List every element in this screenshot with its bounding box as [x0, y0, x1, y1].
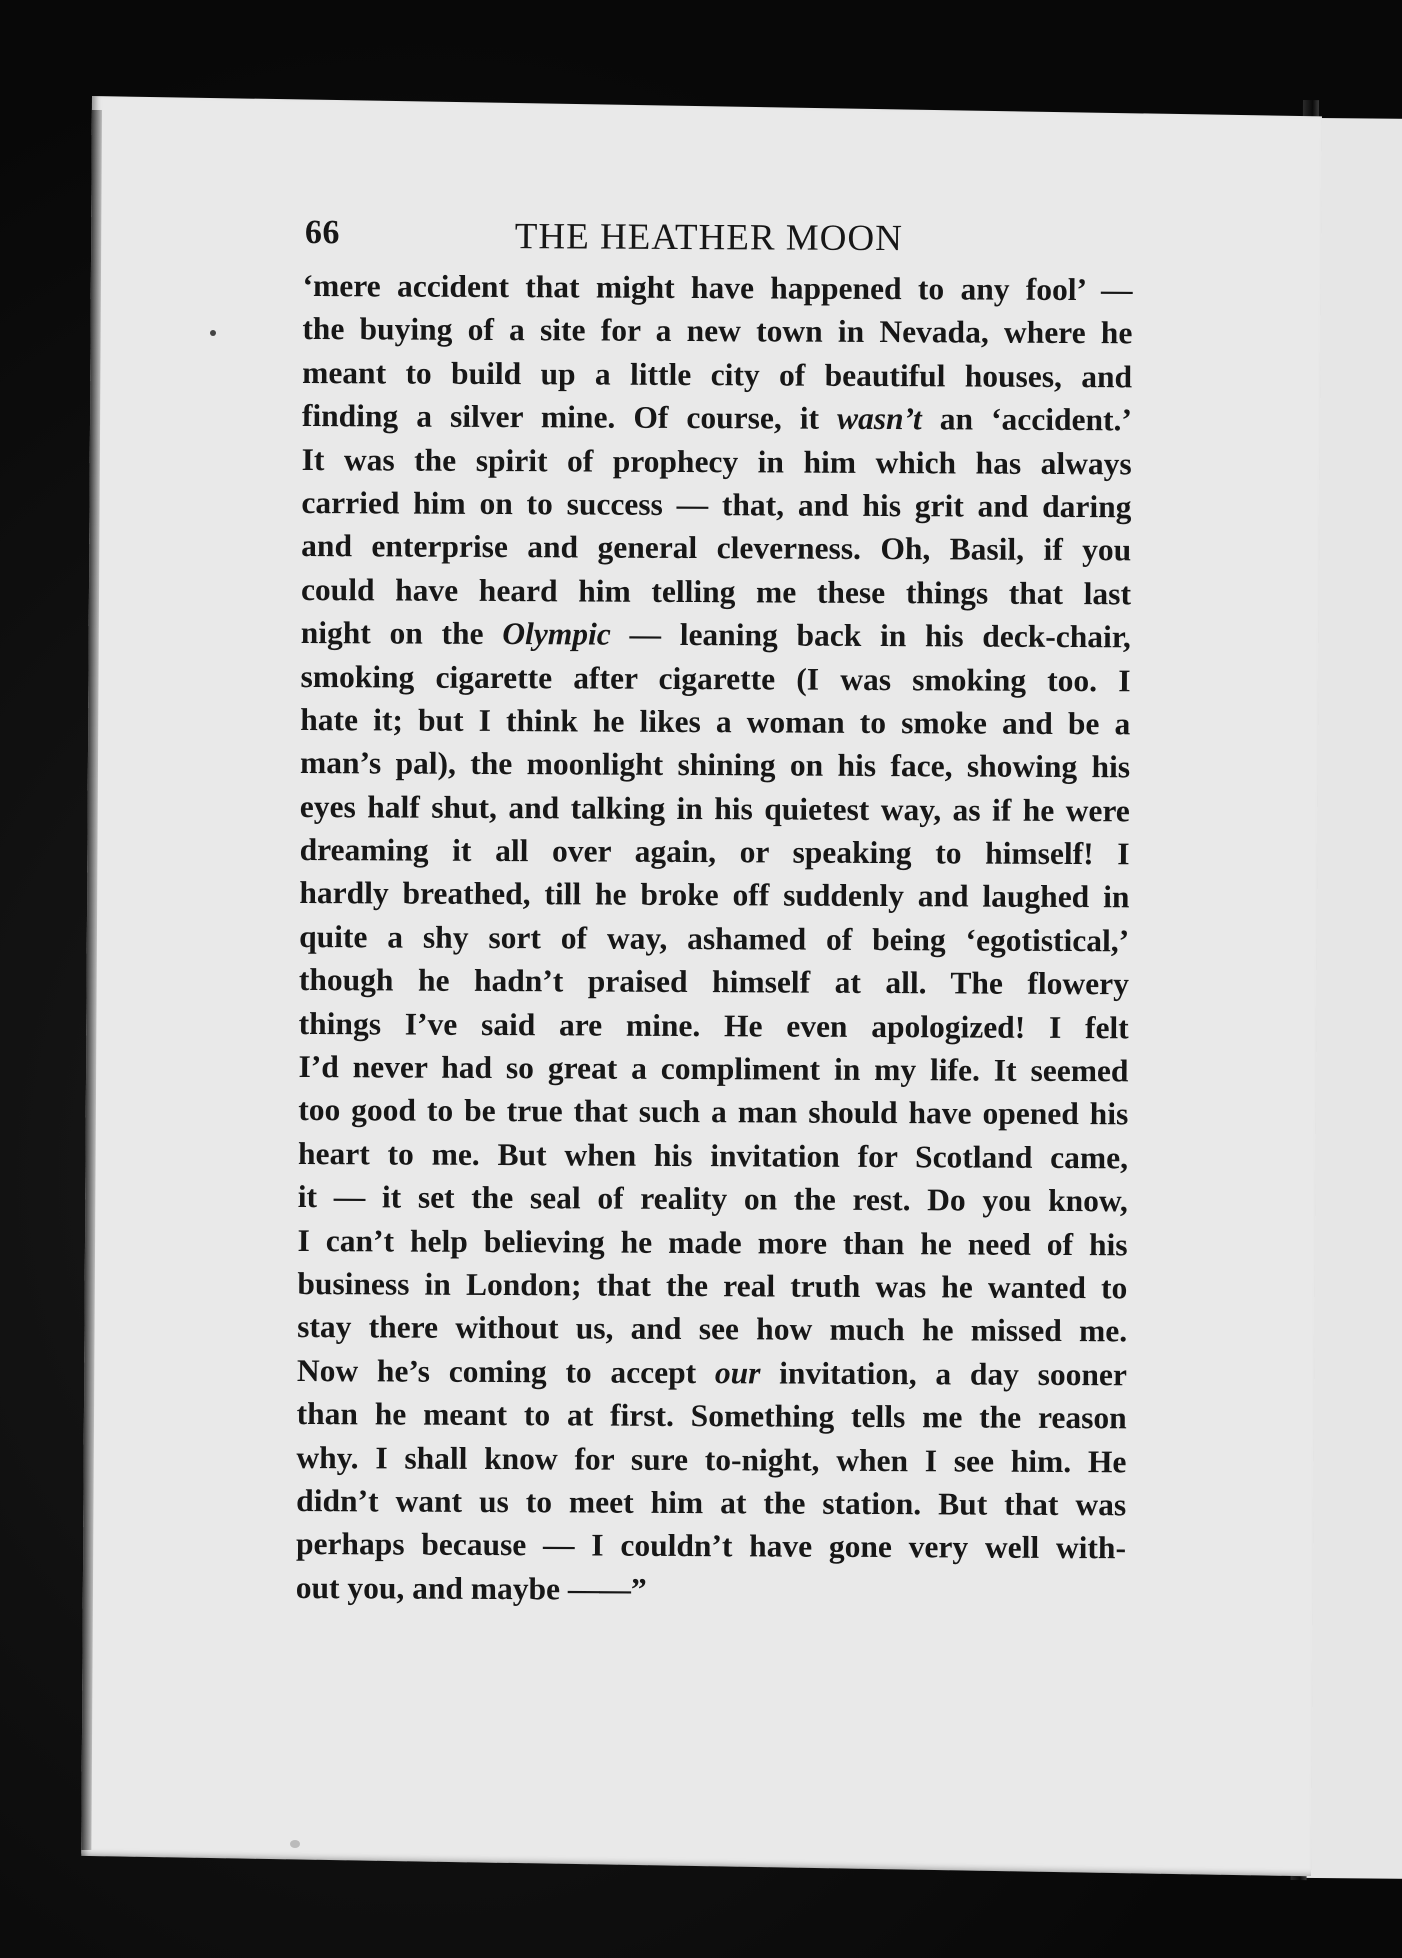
- text-line: stay there without us, and see how much he missed me.: [297, 1309, 1128, 1349]
- text-line: why. I shall know for sure to-night, when I see him. He: [296, 1439, 1127, 1479]
- text-line: man’s pal), the moonlight shining on his face, showing his: [300, 745, 1131, 785]
- text-line: though he hadn’t praised himself at all. The flowery: [298, 962, 1130, 1002]
- body-text: [296, 264, 1133, 1613]
- text-line: Now he’s coming to accept our invitation, a day sooner: [296, 1352, 1128, 1393]
- italic-word: Olympic: [502, 616, 611, 652]
- page-text-block: [296, 208, 1133, 1613]
- text-line: could have heard him telling me these things that last: [300, 571, 1132, 612]
- text-line: finding a silver mine. Of course, it wasn’t an ‘accident.’: [301, 398, 1132, 438]
- text-line: out you, and maybe ——”: [295, 1569, 647, 1607]
- text-line: dreaming it all over again, or speaking to himself! I: [299, 832, 1130, 872]
- text-line: perhaps because — I couldn’t have gone very well with-: [295, 1526, 1127, 1566]
- text-line: the buying of a site for a new town in Nevada, where he: [302, 311, 1133, 351]
- scan-speck: [290, 1840, 300, 1848]
- text-line: than he meant to at first. Something tells me the reason: [296, 1396, 1127, 1436]
- scan-speck: [210, 330, 216, 336]
- text-line: things I’ve said are mine. He even apologized! I felt: [298, 1005, 1129, 1045]
- italic-word: our: [714, 1354, 761, 1391]
- text-line: and enterprise and general cleverness. Oh, Basil, if you: [301, 528, 1132, 568]
- text-line: it — it set the seal of reality on the rest. Do you know,: [297, 1179, 1128, 1219]
- text-line: quite a shy sort of way, ashamed of being ‘egotistical,’: [299, 918, 1130, 959]
- text-line: eyes half shut, and talking in his quietest way, as if he were: [299, 788, 1130, 829]
- text-line: hate it; but I think he likes a woman to smoke and be a: [300, 701, 1131, 742]
- text-line: ‘mere accident that might have happened to any fool’ —: [302, 267, 1133, 308]
- text-line: carried him on to success — that, and his grit and daring: [301, 484, 1132, 525]
- text-line: heart to me. But when his invitation for Scotland came,: [297, 1135, 1129, 1176]
- page-number: 66: [304, 214, 340, 252]
- text-line: It was the spirit of prophecy in him which has always: [301, 441, 1132, 481]
- text-line: meant to build up a little city of beautiful houses, and: [302, 354, 1133, 395]
- text-line: too good to be true that such a man should have opened his: [298, 1092, 1129, 1132]
- text-line: didn’t want us to meet him at the station. But that was: [296, 1482, 1127, 1523]
- text-line: hardly breathed, till he broke off suddenly and laughed in: [299, 875, 1130, 915]
- text-line: night on the Olympic — leaning back in his deck-chair,: [300, 615, 1131, 655]
- running-title: THE HEATHER MOON: [514, 216, 903, 260]
- text-line: I can’t help believing he made more than he need of his: [297, 1222, 1128, 1262]
- text-line: I’d never had so great a compliment in my life. It seemed: [298, 1049, 1129, 1089]
- text-line: business in London; that the real truth was he wanted to: [297, 1265, 1128, 1306]
- running-head: [303, 208, 1133, 268]
- text-line: smoking cigarette after cigarette (I was smoking too. I: [300, 658, 1131, 698]
- italic-word: wasn’t: [837, 400, 922, 437]
